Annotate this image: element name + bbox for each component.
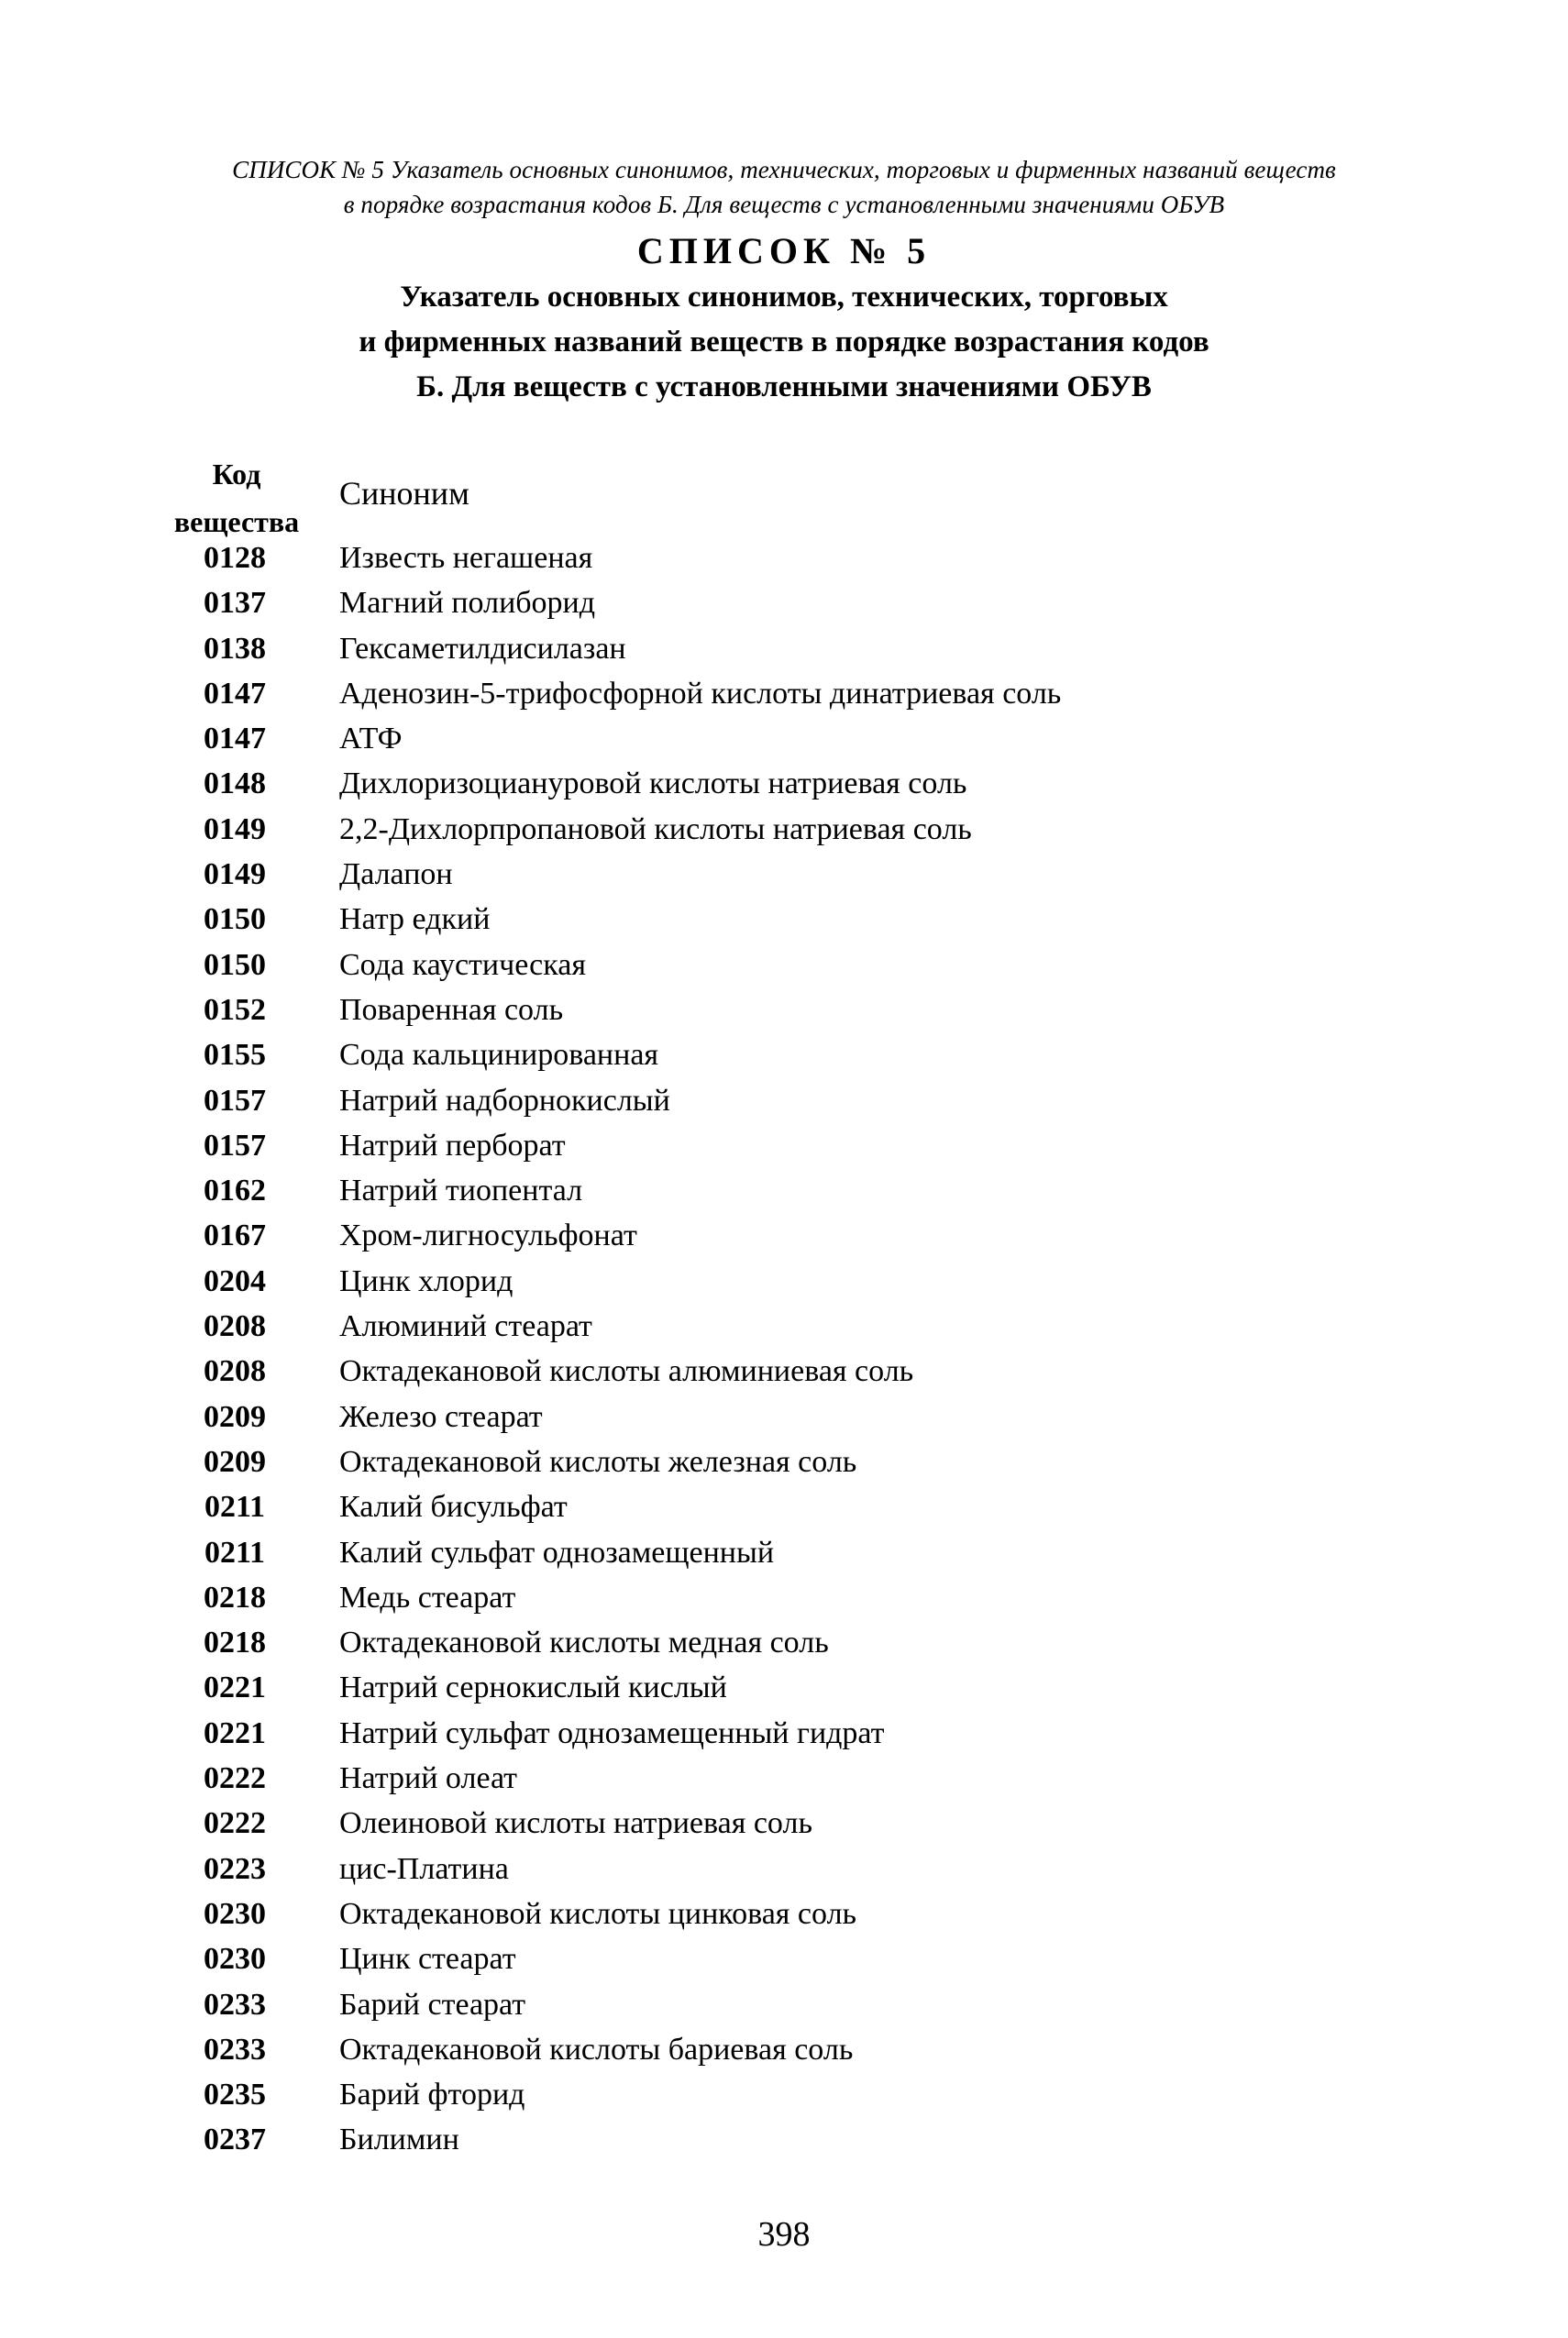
table-row — [0, 1620, 1568, 1665]
substance-synonym: Натрий тиопентал — [339, 1174, 583, 1208]
substance-synonym: Медь стеарат — [339, 1580, 516, 1615]
substance-code: 0211 — [204, 1490, 266, 1525]
table-row — [0, 2027, 1568, 2072]
page-title: СПИСОК № 5 — [636, 230, 932, 271]
table-row — [0, 1349, 1568, 1394]
table-row — [0, 671, 1568, 716]
substance-synonym: Магний полиборид — [339, 586, 596, 621]
substance-code: 0208 — [204, 1354, 266, 1389]
substance-synonym: Цинк хлорид — [339, 1263, 513, 1298]
substance-synonym: Хром-лигносульфонат — [339, 1219, 637, 1253]
substance-synonym: Натр едкий — [339, 902, 491, 937]
substance-code: 0162 — [204, 1174, 266, 1208]
substance-code: 0218 — [204, 1626, 266, 1660]
table-row — [0, 1575, 1568, 1620]
substance-synonym: Барий стеарат — [339, 1987, 526, 2022]
substance-synonym: Цинк стеарат — [339, 1942, 516, 1977]
table-row — [0, 580, 1568, 625]
substance-code: 0211 — [204, 1535, 266, 1570]
table-row — [0, 1891, 1568, 1936]
substance-synonym: цис-Платина — [339, 1851, 509, 1886]
table-row — [0, 1847, 1568, 1891]
table-row — [0, 716, 1568, 761]
synonym-table — [0, 535, 1568, 2163]
subtitle-line-2: и фирменных названий веществ в порядке возрастания кодов — [359, 325, 1209, 358]
table-row — [0, 1801, 1568, 1846]
substance-synonym: Натрий сернокислый кислый — [339, 1671, 727, 1705]
substance-synonym: Октадекановой кислоты цинковая соль — [339, 1896, 857, 1931]
table-row — [0, 1711, 1568, 1756]
table-row — [0, 1936, 1568, 1981]
substance-code: 0128 — [204, 541, 266, 575]
table-row — [0, 2072, 1568, 2117]
subtitle-line-1: Указатель основных синонимов, технических, торговых — [400, 281, 1168, 314]
substance-code: 0138 — [204, 631, 266, 666]
substance-synonym: Сода кальцинированная — [339, 1038, 659, 1073]
substance-code: 0148 — [204, 766, 266, 801]
substance-code: 0155 — [204, 1038, 266, 1073]
substance-code: 0222 — [204, 1761, 266, 1796]
substance-synonym: Октадекановой кислоты бариевая соль — [339, 2032, 854, 2067]
substance-synonym: Натрий надборнокислый — [339, 1083, 670, 1118]
substance-synonym: Олеиновой кислоты натриевая соль — [339, 1806, 812, 1841]
table-row — [0, 1484, 1568, 1529]
table-row — [0, 2117, 1568, 2162]
substance-code: 0152 — [204, 992, 266, 1027]
substance-synonym: Известь негашеная — [339, 541, 593, 575]
column-header-code-line-1: Код — [212, 458, 261, 491]
substance-code: 0233 — [204, 2032, 266, 2067]
table-row — [0, 1395, 1568, 1439]
column-header-code — [154, 450, 319, 546]
substance-code: 0149 — [204, 811, 266, 846]
substance-code: 0221 — [204, 1715, 266, 1750]
substance-synonym: Калий сульфат однозамещенный — [339, 1535, 775, 1570]
table-row — [0, 761, 1568, 806]
substance-synonym: Натрий олеат — [339, 1761, 518, 1796]
table-row — [0, 1530, 1568, 1575]
substance-code: 0235 — [204, 2078, 266, 2112]
table-row — [0, 1665, 1568, 1710]
substance-synonym: Гексаметилдисилазан — [339, 631, 626, 666]
substance-code: 0230 — [204, 1942, 266, 1977]
substance-synonym: Дихлоризоциануровой кислоты натриевая соль — [339, 766, 967, 801]
table-row — [0, 807, 1568, 852]
substance-code: 0222 — [204, 1806, 266, 1841]
page-subtitle — [0, 275, 1568, 410]
table-row — [0, 1078, 1568, 1123]
substance-synonym: Октадекановой кислоты медная соль — [339, 1626, 829, 1660]
substance-code: 0221 — [204, 1671, 266, 1705]
running-header — [0, 152, 1568, 222]
table-row — [0, 1168, 1568, 1213]
substance-code: 0150 — [204, 902, 266, 937]
substance-synonym: АТФ — [339, 722, 403, 756]
substance-synonym: Аденозин-5-трифосфорной кислоты динатриевая соль — [339, 676, 1062, 711]
substance-code: 0208 — [204, 1309, 266, 1344]
substance-synonym: Барий фторид — [339, 2078, 525, 2112]
table-row — [0, 943, 1568, 987]
substance-code: 0137 — [204, 586, 266, 621]
substance-code: 0233 — [204, 1987, 266, 2022]
table-row — [0, 1123, 1568, 1168]
table-row — [0, 535, 1568, 580]
running-header-line-2: в порядке возрастания кодов Б. Для веществ с установленными значениями ОБУВ — [343, 191, 1225, 218]
substance-code: 0230 — [204, 1896, 266, 1931]
table-row — [0, 852, 1568, 897]
substance-code: 0237 — [204, 2123, 266, 2157]
column-header-code-line-2: вещества — [173, 505, 300, 538]
substance-code: 0204 — [204, 1263, 266, 1298]
substance-synonym: Железо стеарат — [339, 1399, 543, 1434]
substance-synonym: Октадекановой кислоты железная соль — [339, 1444, 857, 1479]
substance-synonym: Сода каустическая — [339, 947, 586, 982]
substance-code: 0209 — [204, 1444, 266, 1479]
substance-code: 0157 — [204, 1083, 266, 1118]
table-row — [0, 626, 1568, 671]
substance-synonym: Билимин — [339, 2123, 459, 2157]
table-row — [0, 1213, 1568, 1258]
substance-code: 0150 — [204, 947, 266, 982]
substance-synonym: Натрий перборат — [339, 1128, 566, 1163]
substance-code: 0223 — [204, 1851, 266, 1886]
table-row — [0, 1756, 1568, 1801]
substance-code: 0157 — [204, 1128, 266, 1163]
table-row — [0, 1304, 1568, 1349]
table-row — [0, 1032, 1568, 1077]
table-row — [0, 1439, 1568, 1484]
substance-synonym: Поваренная соль — [339, 992, 564, 1027]
table-row — [0, 1982, 1568, 2027]
table-row — [0, 897, 1568, 942]
substance-code: 0147 — [204, 676, 266, 711]
running-header-line-1: СПИСОК № 5 Указатель основных синонимов, технических, торговых и фирменных названий веществ — [232, 156, 1336, 183]
column-header-synonym: Синоним — [339, 475, 469, 512]
substance-code: 0218 — [204, 1580, 266, 1615]
page-number: 398 — [757, 2215, 811, 2254]
substance-synonym: Октадекановой кислоты алюминиевая соль — [339, 1354, 914, 1389]
table-row — [0, 987, 1568, 1032]
substance-code: 0167 — [204, 1219, 266, 1253]
substance-code: 0149 — [204, 857, 266, 892]
substance-synonym: Алюминий стеарат — [339, 1309, 592, 1344]
substance-code: 0209 — [204, 1399, 266, 1434]
subtitle-line-3: Б. Для веществ с установленными значениями ОБУВ — [416, 370, 1152, 403]
table-row — [0, 1259, 1568, 1304]
substance-code: 0147 — [204, 722, 266, 756]
substance-synonym: Калий бисульфат — [339, 1490, 568, 1525]
substance-synonym: 2,2-Дихлорпропановой кислоты натриевая соль — [339, 811, 972, 846]
substance-synonym: Далапон — [339, 857, 453, 892]
substance-synonym: Натрий сульфат однозамещенный гидрат — [339, 1715, 885, 1750]
